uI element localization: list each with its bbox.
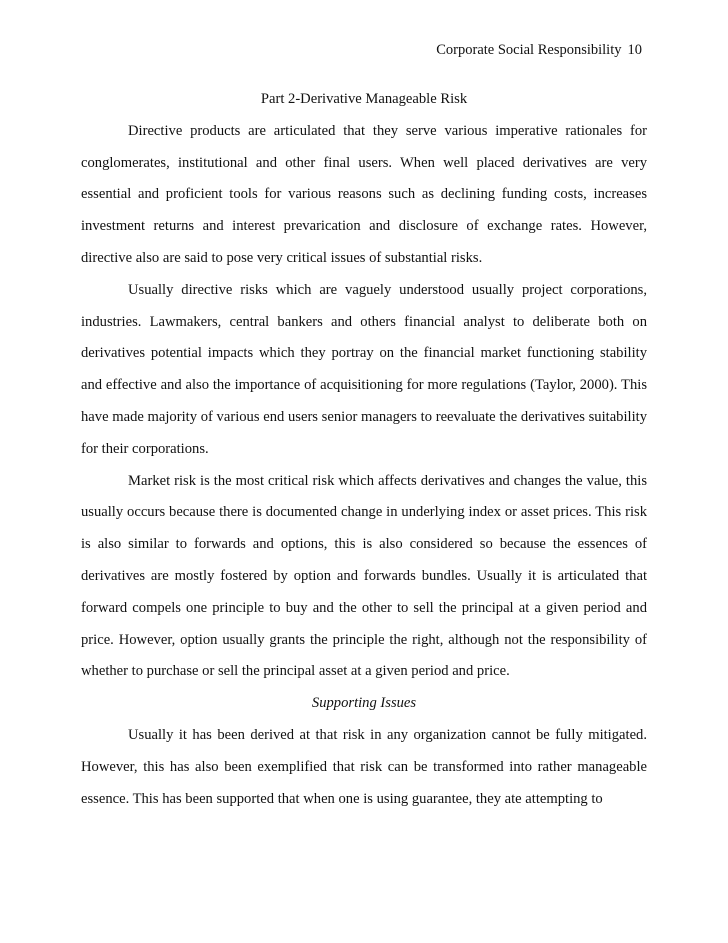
- paragraph: Directive products are articulated that they serve various imperative rationales for conglomerates, institutional and other final users. When well placed derivatives are very essential and proficient tools for various reasons such as declining funding costs, increases investment returns and interest prevarication and disclosure of exchange rates. However, directive also are said to pose very critical issues of substantial risks.: [81, 122, 647, 266]
- page-number: 10: [627, 42, 642, 58]
- paragraph: Usually it has been derived at that risk in any organization cannot be fully mitigated. However, this has also been exemplified that risk can be transformed into rather manageable essence. This has been supported that when one is using guarantee, they ate attempting to: [81, 726, 647, 807]
- paragraph: Usually directive risks which are vaguely understood usually project corporations, industries. Lawmakers, central bankers and others financial analyst to deliberate both on derivatives potential impacts which they portray on the financial market functioning stability and effective and also the importance of acquisitioning for more regulations (Taylor, 2000). This have made majority of various end users senior managers to reevaluate the derivatives suitability for their corporations.: [81, 281, 647, 457]
- subsection-heading: Supporting Issues: [311, 695, 417, 712]
- section-heading: Part 2-Derivative Manageable Risk: [260, 91, 468, 107]
- running-head: [436, 41, 642, 59]
- document-body: [81, 84, 647, 815]
- paragraph: Market risk is the most critical risk which affects derivatives and changes the value, this usually occurs because there is documented change in underlying index or asset prices. This risk is also similar to forwards and options, this is also considered so because the essences of derivatives are mostly fostered by option and forwards bundles. Usually it is articulated that forward compels one principle to buy and the other to sell the principal at a given period and price. However, option usually grants the principle the right, although not the responsibility of whether to purchase or sell the principal asset at a given period and price.: [81, 472, 647, 680]
- running-head-title: Corporate Social Responsibility: [436, 42, 622, 58]
